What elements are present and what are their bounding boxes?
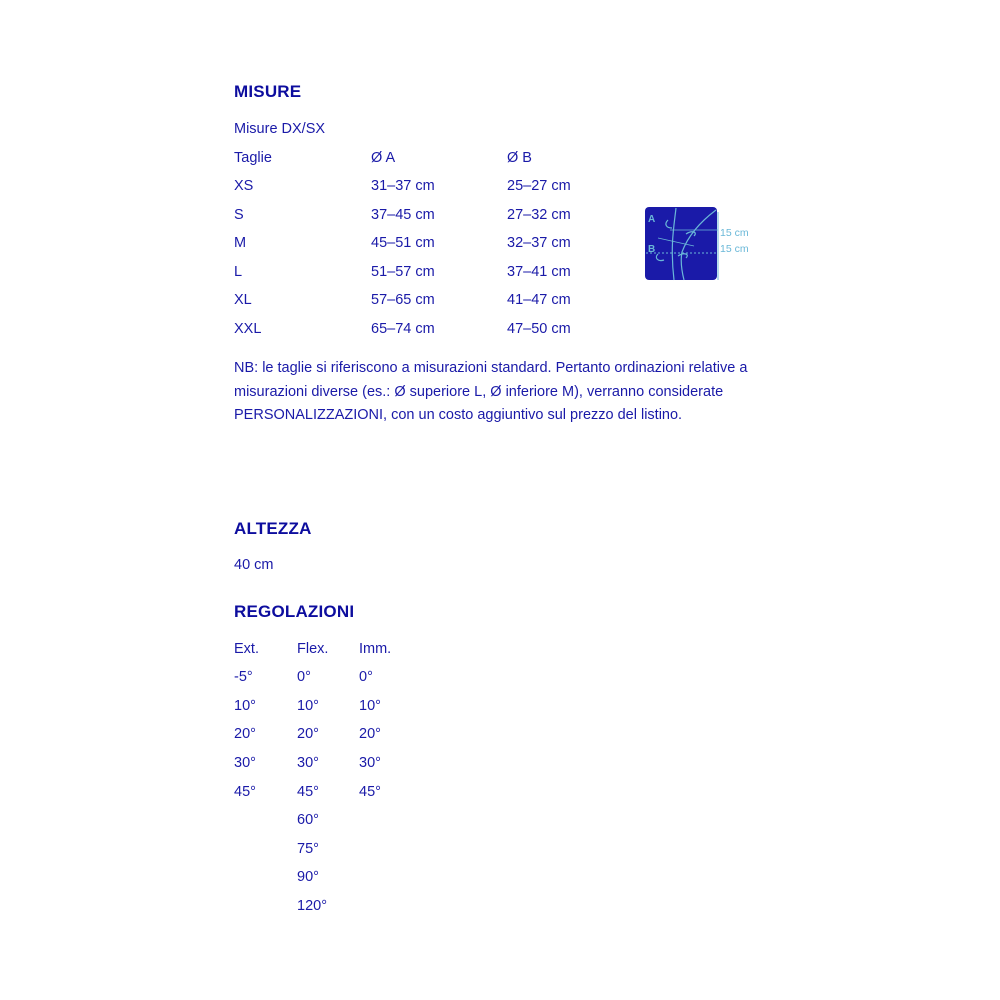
size-label: S bbox=[234, 207, 244, 223]
misure-heading: MISURE bbox=[234, 82, 302, 101]
column-header-flex: Flex. bbox=[297, 641, 329, 657]
ext-value: -5° bbox=[234, 669, 253, 685]
size-diameter-b: 32–37 cm bbox=[507, 235, 571, 251]
flex-value: 0° bbox=[297, 669, 311, 685]
size-diameter-a: 57–65 cm bbox=[371, 292, 435, 308]
size-label: XXL bbox=[234, 321, 262, 337]
column-header-imm: Imm. bbox=[359, 641, 392, 657]
size-label: L bbox=[234, 264, 243, 280]
flex-value: 10° bbox=[297, 698, 319, 714]
size-diameter-b: 27–32 cm bbox=[507, 207, 571, 223]
size-diameter-a: 45–51 cm bbox=[371, 235, 435, 251]
imm-value: 20° bbox=[359, 726, 381, 742]
imm-value: 0° bbox=[359, 669, 373, 685]
ext-value: 45° bbox=[234, 784, 256, 800]
column-header-diameter-b: Ø B bbox=[507, 150, 532, 166]
column-header-taglie: Taglie bbox=[234, 150, 272, 166]
column-header-ext: Ext. bbox=[234, 641, 259, 657]
size-diameter-b: 25–27 cm bbox=[507, 178, 571, 194]
flex-value: 20° bbox=[297, 726, 319, 742]
imm-value: 10° bbox=[359, 698, 381, 714]
size-diameter-a: 31–37 cm bbox=[371, 178, 435, 194]
altezza-heading: ALTEZZA bbox=[234, 519, 312, 538]
altezza-value: 40 cm bbox=[234, 557, 274, 573]
ext-value: 20° bbox=[234, 726, 256, 742]
size-diameter-a: 51–57 cm bbox=[371, 264, 435, 280]
diagram-label-b: B bbox=[648, 244, 656, 255]
diagram-label-a: A bbox=[648, 214, 656, 225]
note-text: : le taglie si riferiscono a misurazioni standard. Pertanto ordinazioni relative a misurazioni diverse (es.: Ø superiore L, Ø inferiore M), verranno considerate PERSONALIZZAZIONI, con un costo aggiuntivo sul prezzo del listino. bbox=[234, 360, 748, 423]
sizes-note bbox=[234, 357, 794, 428]
note-prefix: NB bbox=[234, 360, 255, 376]
knee-measurement-diagram bbox=[644, 206, 764, 282]
flex-value: 45° bbox=[297, 784, 319, 800]
flex-value: 75° bbox=[297, 841, 319, 857]
size-diameter-b: 41–47 cm bbox=[507, 292, 571, 308]
size-diameter-b: 37–41 cm bbox=[507, 264, 571, 280]
column-header-diameter-a: Ø A bbox=[371, 150, 396, 166]
imm-value: 30° bbox=[359, 755, 381, 771]
size-diameter-a: 37–45 cm bbox=[371, 207, 435, 223]
size-label: M bbox=[234, 235, 247, 251]
flex-value: 30° bbox=[297, 755, 319, 771]
diagram-dimension-bottom: 15 cm bbox=[720, 243, 749, 255]
misure-subtitle: Misure DX/SX bbox=[234, 121, 326, 137]
ext-value: 30° bbox=[234, 755, 256, 771]
size-label: XL bbox=[234, 292, 252, 308]
imm-value: 45° bbox=[359, 784, 381, 800]
flex-value: 90° bbox=[297, 869, 319, 885]
size-diameter-a: 65–74 cm bbox=[371, 321, 435, 337]
flex-value: 120° bbox=[297, 898, 327, 914]
regolazioni-heading: REGOLAZIONI bbox=[234, 602, 355, 621]
size-diameter-b: 47–50 cm bbox=[507, 321, 571, 337]
ext-value: 10° bbox=[234, 698, 256, 714]
diagram-dimension-top: 15 cm bbox=[720, 227, 749, 239]
size-label: XS bbox=[234, 178, 254, 194]
flex-value: 60° bbox=[297, 812, 319, 828]
